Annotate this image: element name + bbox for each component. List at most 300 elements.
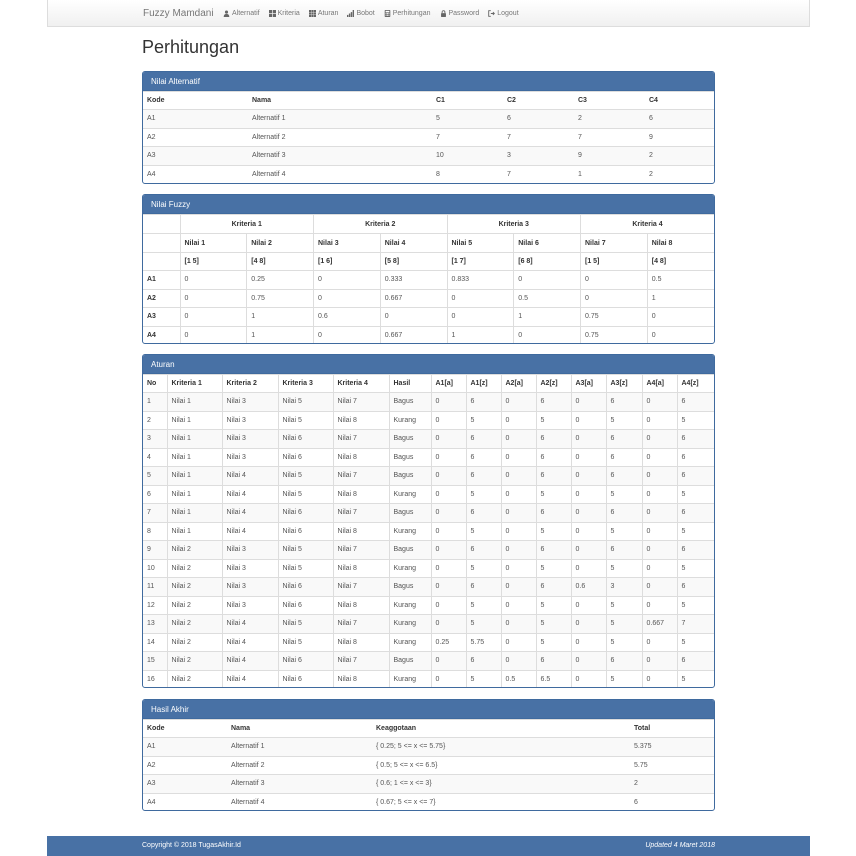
column-header: Hasil — [389, 375, 431, 393]
table-cell: 2 — [630, 775, 714, 794]
panel-heading: Nilai Alternatif — [143, 72, 714, 91]
table-row — [143, 393, 714, 412]
table-cell: 0.5 — [647, 271, 714, 290]
table-cell: Alternatif 3 — [248, 147, 432, 166]
table-cell: 12 — [143, 596, 167, 615]
table-cell: Nilai 5 — [278, 559, 333, 578]
table-cell: Nilai 3 — [222, 448, 278, 467]
table-cell: 0 — [642, 411, 677, 430]
table-cell: 0 — [314, 271, 381, 290]
table-cell: Kurang — [389, 633, 431, 652]
table-cell: 0.25 — [247, 271, 314, 290]
column-header: Nilai 1 — [180, 234, 247, 253]
table-row — [143, 271, 714, 290]
table-cell: 5 — [606, 615, 642, 634]
table-header-row — [143, 375, 714, 393]
table-cell: 5 — [536, 615, 571, 634]
nav-item-alternatif[interactable] — [223, 10, 260, 17]
table-cell: 5 — [536, 485, 571, 504]
table-cell: Nilai 8 — [333, 596, 389, 615]
table-cell: 1 — [247, 308, 314, 327]
table-cell: 6 — [677, 448, 714, 467]
table-row — [143, 541, 714, 560]
row-label: A4 — [143, 326, 180, 344]
table-cell: Nilai 3 — [222, 541, 278, 560]
table-row — [143, 128, 714, 147]
table-cell: Nilai 5 — [278, 541, 333, 560]
range-cell: [1 6] — [314, 253, 381, 271]
table-row — [143, 615, 714, 634]
range-cell: [4 8] — [247, 253, 314, 271]
table-cell: 1 — [247, 326, 314, 344]
table-cell: A2 — [143, 756, 227, 775]
table-cell: 0 — [571, 615, 606, 634]
table-row — [143, 504, 714, 523]
table-cell: 7 — [503, 165, 574, 184]
table-cell: 5 — [606, 485, 642, 504]
table-row — [143, 775, 714, 794]
table-cell: 9 — [645, 128, 714, 147]
table-cell: 9 — [574, 147, 645, 166]
table-cell: 6 — [677, 504, 714, 523]
table-cell: 5.75 — [466, 633, 501, 652]
table-cell: Nilai 5 — [278, 633, 333, 652]
table-cell: 0 — [642, 578, 677, 597]
table-cell: 3 — [143, 430, 167, 449]
table-cell: 5 — [677, 559, 714, 578]
table-cell: 6.5 — [536, 670, 571, 688]
table-cell: A3 — [143, 775, 227, 794]
user-icon — [223, 10, 230, 17]
table-cell: 11 — [143, 578, 167, 597]
table-cell: Alternatif 1 — [227, 738, 372, 757]
column-header: Nama — [248, 92, 432, 110]
table-cell: Nilai 2 — [167, 615, 222, 634]
table-cell: Nilai 1 — [167, 504, 222, 523]
panel-hasil-akhir — [142, 699, 715, 811]
table-cell: Nilai 5 — [278, 393, 333, 412]
table-cell: Nilai 2 — [167, 633, 222, 652]
table-cell: 7 — [574, 128, 645, 147]
table-cell: 0 — [642, 485, 677, 504]
table-cell: { 0.25; 5 <= x <= 5.75} — [372, 738, 630, 757]
table-cell: Alternatif 1 — [248, 110, 432, 129]
table-cell: 5 — [536, 411, 571, 430]
range-cell: [6 8] — [514, 253, 581, 271]
column-header: Kriteria 3 — [278, 375, 333, 393]
panel-heading: Nilai Fuzzy — [143, 195, 714, 214]
column-header: Kriteria 3 — [447, 215, 581, 234]
column-header: A1[a] — [431, 375, 466, 393]
column-header: Kriteria 2 — [314, 215, 448, 234]
table-cell: Nilai 8 — [333, 448, 389, 467]
table-cell: 1 — [447, 326, 514, 344]
table-row — [143, 738, 714, 757]
table-cell: 0.75 — [581, 308, 648, 327]
panel-nilai-alternatif — [142, 71, 715, 184]
table-cell: 0 — [501, 504, 536, 523]
empty-header-cell — [143, 234, 180, 253]
table-cell: Kurang — [389, 522, 431, 541]
nav-label: Bobot — [356, 10, 375, 17]
table-cell: 10 — [143, 559, 167, 578]
table-cell: 16 — [143, 670, 167, 688]
table-cell: 6 — [536, 393, 571, 412]
table-cell: 0 — [571, 393, 606, 412]
table-cell: 6 — [536, 504, 571, 523]
row-label: A1 — [143, 271, 180, 290]
table-cell: 6 — [466, 448, 501, 467]
kriteria-header-row — [143, 215, 714, 234]
table-cell: 0 — [501, 411, 536, 430]
table-cell: Bagus — [389, 541, 431, 560]
table-cell: 0.5 — [514, 289, 581, 308]
column-header: No — [143, 375, 167, 393]
table-row — [143, 289, 714, 308]
table-cell: 0.833 — [447, 271, 514, 290]
table-cell: Alternatif 4 — [248, 165, 432, 184]
table-cell: 5 — [606, 633, 642, 652]
table-cell: Nilai 1 — [167, 411, 222, 430]
table-cell: 0 — [571, 430, 606, 449]
table-cell: 0 — [571, 448, 606, 467]
table-cell: 5 — [143, 467, 167, 486]
column-header: Nilai 5 — [447, 234, 514, 253]
table-cell: 5 — [432, 110, 503, 129]
range-cell: [4 8] — [647, 253, 714, 271]
table-cell: 0 — [314, 289, 381, 308]
table-cell: 0 — [431, 393, 466, 412]
table-cell: 0 — [431, 541, 466, 560]
table-cell: 2 — [645, 147, 714, 166]
table-cell: 10 — [432, 147, 503, 166]
table-cell: Nilai 2 — [167, 541, 222, 560]
table-cell: Nilai 4 — [222, 485, 278, 504]
table-cell: 0 — [501, 448, 536, 467]
table-cell: A1 — [143, 738, 227, 757]
table-cell: 6 — [645, 110, 714, 129]
table-cell: 8 — [143, 522, 167, 541]
column-header: A3[a] — [571, 375, 606, 393]
table-cell: A2 — [143, 128, 248, 147]
brand-link[interactable]: Fuzzy Mamdani — [143, 8, 214, 19]
table-row — [143, 670, 714, 688]
table-header-row — [143, 92, 714, 110]
table-cell: Nilai 8 — [333, 411, 389, 430]
table-cell: 6 — [536, 448, 571, 467]
table-cell: 6 — [677, 467, 714, 486]
table-cell: 0 — [571, 467, 606, 486]
table-cell: 0.667 — [380, 289, 447, 308]
table-cell: 0 — [642, 541, 677, 560]
empty-header-cell — [143, 215, 180, 234]
table-cell: 0 — [642, 522, 677, 541]
table-cell: 0 — [581, 289, 648, 308]
table-cell: Nilai 6 — [278, 522, 333, 541]
table-cell: Nilai 2 — [167, 652, 222, 671]
table-cell: Nilai 8 — [333, 633, 389, 652]
table-cell: 6 — [606, 541, 642, 560]
row-label: A2 — [143, 289, 180, 308]
table-cell: 6 — [466, 578, 501, 597]
table-cell: 6 — [536, 430, 571, 449]
table-cell: Nilai 6 — [278, 430, 333, 449]
table-cell: 0 — [642, 652, 677, 671]
table-cell: { 0.67; 5 <= x <= 7} — [372, 793, 630, 811]
table-cell: 0 — [501, 633, 536, 652]
table-cell: Nilai 8 — [333, 559, 389, 578]
table-cell: A4 — [143, 793, 227, 811]
table-cell: { 0.6; 1 <= x <= 3} — [372, 775, 630, 794]
table-cell: 3 — [503, 147, 574, 166]
range-cell: [1 5] — [581, 253, 648, 271]
table-row — [143, 110, 714, 129]
table-cell: Nilai 6 — [278, 652, 333, 671]
table-cell: Kurang — [389, 596, 431, 615]
table-cell: 6 — [143, 485, 167, 504]
table-cell: Nilai 7 — [333, 578, 389, 597]
table-cell: 5.75 — [630, 756, 714, 775]
table-cell: 6 — [466, 393, 501, 412]
table-cell: 6 — [536, 578, 571, 597]
panel-heading: Hasil Akhir — [143, 700, 714, 719]
table-cell: Nilai 6 — [278, 448, 333, 467]
column-header: Kriteria 1 — [180, 215, 314, 234]
table-cell: 0 — [514, 271, 581, 290]
table-cell: Nilai 3 — [222, 596, 278, 615]
nav-item-bobot[interactable] — [347, 10, 374, 17]
column-header: C3 — [574, 92, 645, 110]
table-row — [143, 522, 714, 541]
table-cell: 5 — [466, 596, 501, 615]
aturan-table — [143, 374, 714, 688]
table-cell: 0 — [431, 652, 466, 671]
table-cell: 4 — [143, 448, 167, 467]
nav-item-perhitungan[interactable] — [384, 10, 431, 17]
table-cell: 5 — [466, 485, 501, 504]
table-row — [143, 559, 714, 578]
table-cell: Kurang — [389, 615, 431, 634]
table-cell: 0 — [571, 411, 606, 430]
table-row — [143, 411, 714, 430]
table-cell: 5 — [466, 559, 501, 578]
table-cell: 7 — [503, 128, 574, 147]
table-cell: Nilai 3 — [222, 393, 278, 412]
panel-heading: Aturan — [143, 355, 714, 374]
table-cell: 5 — [466, 411, 501, 430]
table-cell: 0 — [314, 326, 381, 344]
table-row — [143, 326, 714, 344]
table-cell: 5 — [536, 559, 571, 578]
table-row — [143, 652, 714, 671]
table-row — [143, 793, 714, 811]
table-cell: 0 — [180, 326, 247, 344]
table-cell: 6 — [466, 541, 501, 560]
table-cell: Bagus — [389, 448, 431, 467]
table-cell: 13 — [143, 615, 167, 634]
table-cell: Nilai 5 — [278, 467, 333, 486]
table-cell: 0 — [431, 504, 466, 523]
page-title: Perhitungan — [142, 37, 240, 57]
column-header: Nilai 2 — [247, 234, 314, 253]
table-row — [143, 467, 714, 486]
table-cell: 6 — [606, 504, 642, 523]
table-cell: 0 — [514, 326, 581, 344]
table-cell: 6 — [606, 467, 642, 486]
table-cell: 0 — [431, 430, 466, 449]
table-cell: Bagus — [389, 467, 431, 486]
table-cell: Nilai 4 — [222, 467, 278, 486]
table-row — [143, 430, 714, 449]
table-cell: Bagus — [389, 578, 431, 597]
table-cell: 1 — [143, 393, 167, 412]
table-cell: Nilai 4 — [222, 633, 278, 652]
table-cell: Nilai 2 — [167, 596, 222, 615]
column-header: Kode — [143, 92, 248, 110]
table-cell: Nilai 8 — [333, 670, 389, 688]
table-cell: 6 — [677, 393, 714, 412]
signal-icon — [347, 10, 354, 17]
table-cell: 5 — [536, 633, 571, 652]
footer — [47, 836, 810, 856]
table-cell: Nilai 1 — [167, 522, 222, 541]
table-cell: 0 — [501, 596, 536, 615]
table-cell: 7 — [143, 504, 167, 523]
alternatif-table — [143, 91, 714, 184]
table-cell: Kurang — [389, 485, 431, 504]
table-cell: 0 — [642, 467, 677, 486]
table-cell: Nilai 3 — [222, 430, 278, 449]
fuzzy-table — [143, 214, 714, 344]
table-cell: 0 — [501, 578, 536, 597]
table-cell: 5 — [536, 522, 571, 541]
nav-label: Logout — [497, 10, 519, 17]
logout-icon — [488, 10, 495, 17]
panel-nilai-fuzzy — [142, 194, 715, 344]
table-cell: 6 — [630, 793, 714, 811]
table-cell: 5 — [677, 411, 714, 430]
table-cell: 6 — [677, 541, 714, 560]
nav-label: Alternatif — [232, 10, 260, 17]
table-cell: 0.6 — [314, 308, 381, 327]
table-row — [143, 165, 714, 184]
table-cell: Alternatif 4 — [227, 793, 372, 811]
column-header: Nama — [227, 720, 372, 738]
table-cell: Alternatif 2 — [248, 128, 432, 147]
table-cell: 0 — [642, 448, 677, 467]
nav-item-password[interactable] — [440, 10, 480, 17]
table-cell: 6 — [677, 578, 714, 597]
table-cell: Nilai 1 — [167, 393, 222, 412]
table-cell: A3 — [143, 147, 248, 166]
table-cell: 6 — [503, 110, 574, 129]
column-header: Total — [630, 720, 714, 738]
table-cell: 0 — [642, 559, 677, 578]
table-cell: 0.75 — [581, 326, 648, 344]
table-cell: 6 — [536, 467, 571, 486]
nav-label: Perhitungan — [392, 10, 431, 17]
column-header: A2[a] — [501, 375, 536, 393]
table-cell: Nilai 8 — [333, 485, 389, 504]
table-cell: Nilai 4 — [222, 670, 278, 688]
table-cell: Nilai 5 — [278, 615, 333, 634]
table-cell: 5.375 — [630, 738, 714, 757]
table-cell: 2 — [645, 165, 714, 184]
nav-item-logout[interactable] — [488, 10, 518, 17]
navbar — [47, 0, 810, 27]
range-row — [143, 253, 714, 271]
table-cell: 0 — [642, 430, 677, 449]
range-cell: [1 5] — [180, 253, 247, 271]
table-cell: 0 — [501, 559, 536, 578]
column-header: Kriteria 4 — [581, 215, 715, 234]
nav-item-kriteria[interactable] — [269, 10, 300, 17]
table-cell: Bagus — [389, 393, 431, 412]
table-cell: 0 — [571, 670, 606, 688]
table-cell: Bagus — [389, 652, 431, 671]
table-cell: 0 — [571, 522, 606, 541]
column-header: C2 — [503, 92, 574, 110]
table-cell: Nilai 5 — [278, 485, 333, 504]
table-cell: { 0.5; 5 <= x <= 6.5} — [372, 756, 630, 775]
table-cell: 0 — [180, 308, 247, 327]
table-row — [143, 308, 714, 327]
table-cell: 0 — [571, 559, 606, 578]
updated-text: Updated 4 Maret 2018 — [645, 842, 715, 849]
table-cell: Nilai 5 — [278, 411, 333, 430]
table-cell: 0 — [501, 615, 536, 634]
column-header: Keaggotaan — [372, 720, 630, 738]
table-cell: 0 — [571, 596, 606, 615]
column-header: Kriteria 1 — [167, 375, 222, 393]
table-row — [143, 756, 714, 775]
table-cell: 0 — [380, 308, 447, 327]
table-cell: 0 — [501, 652, 536, 671]
nav-label: Password — [448, 10, 480, 17]
table-cell: 0 — [571, 633, 606, 652]
nav-item-aturan[interactable] — [309, 10, 339, 17]
row-label: A3 — [143, 308, 180, 327]
table-cell: 6 — [466, 467, 501, 486]
table-cell: 0 — [447, 289, 514, 308]
table-cell: Nilai 3 — [222, 559, 278, 578]
table-cell: 5 — [466, 670, 501, 688]
table-cell: 0 — [431, 578, 466, 597]
table-cell: A1 — [143, 110, 248, 129]
table-cell: Nilai 8 — [333, 522, 389, 541]
table-cell: 7 — [432, 128, 503, 147]
table-cell: 1 — [647, 289, 714, 308]
table-cell: Nilai 6 — [278, 596, 333, 615]
column-header: Kode — [143, 720, 227, 738]
table-cell: A4 — [143, 165, 248, 184]
column-header: Nilai 6 — [514, 234, 581, 253]
table-cell: 0 — [431, 411, 466, 430]
table-cell: 6 — [606, 393, 642, 412]
table-cell: Nilai 7 — [333, 615, 389, 634]
table-cell: 0.333 — [380, 271, 447, 290]
table-cell: 0 — [647, 308, 714, 327]
nav-label: Aturan — [317, 10, 339, 17]
table-row — [143, 596, 714, 615]
column-header: C4 — [645, 92, 714, 110]
table-cell: Nilai 2 — [167, 670, 222, 688]
table-cell: 0 — [180, 271, 247, 290]
table-cell: 0 — [571, 541, 606, 560]
table-cell: 5 — [677, 596, 714, 615]
table-cell: 0 — [501, 430, 536, 449]
table-cell: 0.5 — [501, 670, 536, 688]
